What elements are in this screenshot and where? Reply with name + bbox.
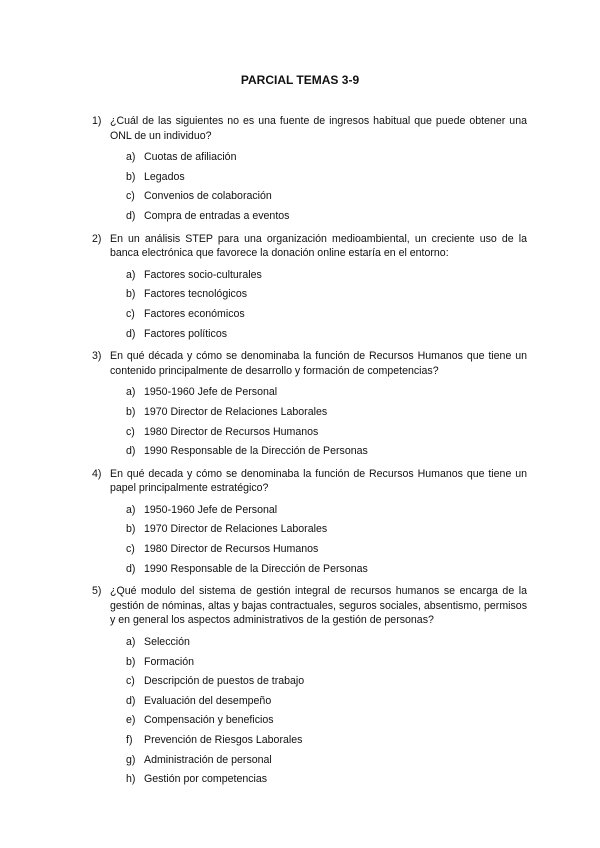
question-text: ¿Qué modulo del sistema de gestión integral de recursos humanos se encarga de la gestión de nóminas, altas y bajas contractuales, seguros sociales, absentismo, permisos y en general los aspectos administrativos de la gestión de personas? [110, 585, 527, 627]
question [92, 467, 527, 580]
question [92, 114, 527, 227]
answer-option [110, 560, 527, 580]
option-text: 1980 Director de Recursos Humanos [144, 543, 319, 556]
question-list [92, 114, 527, 790]
answer-option [110, 148, 527, 168]
option-text: Evaluación del desempeño [144, 694, 272, 707]
answer-option [110, 266, 527, 286]
option-label: b) [126, 288, 136, 301]
answer-option [110, 540, 527, 560]
answer-option [110, 442, 527, 462]
option-text: Legados [144, 170, 185, 183]
answer-option [110, 187, 527, 207]
option-text: Factores económicos [144, 307, 245, 320]
answer-option [110, 731, 527, 751]
answer-option [110, 383, 527, 403]
answer-option [110, 168, 527, 188]
option-label: c) [126, 190, 135, 203]
option-label: a) [126, 268, 136, 281]
option-list [110, 383, 527, 461]
option-label: b) [126, 523, 136, 536]
option-label: c) [126, 675, 135, 688]
option-list [110, 266, 527, 344]
option-text: 1990 Responsable de la Dirección de Personas [144, 562, 368, 575]
option-text: Cuotas de afiliación [144, 151, 237, 164]
option-label: c) [126, 543, 135, 556]
option-label: a) [126, 386, 136, 399]
option-text: Prevención de Riesgos Laborales [144, 734, 303, 746]
option-label: f) [126, 734, 133, 746]
option-text: Descripción de puestos de trabajo [144, 675, 305, 688]
answer-option [110, 325, 527, 345]
option-text: Selección [144, 636, 190, 649]
answer-option [110, 653, 527, 673]
question [92, 232, 527, 345]
option-label: a) [126, 636, 136, 649]
option-text: 1950-1960 Jefe de Personal [144, 503, 278, 516]
question [92, 584, 527, 790]
option-list [110, 148, 527, 226]
answer-option [110, 207, 527, 227]
answer-option [110, 520, 527, 540]
option-text: 1950-1960 Jefe de Personal [144, 386, 278, 399]
question [92, 349, 527, 462]
option-label: g) [126, 753, 136, 766]
question-text: En qué década y cómo se denominaba la función de Recursos Humanos que tiene un contenido principalmente de desarrollo y formación de competencias? [110, 350, 527, 377]
option-label: b) [126, 655, 136, 668]
answer-option [110, 672, 527, 692]
answer-option [110, 501, 527, 521]
answer-option [110, 403, 527, 423]
question-text: En qué decada y cómo se denominaba la función de Recursos Humanos que tiene un papel principalmente estratégico? [110, 467, 527, 495]
option-label: c) [126, 425, 135, 438]
answer-option [110, 711, 527, 731]
option-label: a) [126, 151, 136, 164]
answer-option [110, 692, 527, 712]
answer-option [110, 423, 527, 443]
option-label: b) [126, 405, 136, 418]
option-text: 1990 Responsable de la Dirección de Personas [144, 445, 368, 458]
option-text: Compra de entradas a eventos [144, 209, 290, 222]
option-label: d) [126, 562, 136, 575]
question-number: 2) [92, 232, 102, 245]
option-text: Factores socio-culturales [144, 268, 262, 281]
option-text: Compensación y beneficios [144, 714, 274, 727]
option-text: Convenios de colaboración [144, 190, 272, 203]
option-text: Factores políticos [144, 327, 228, 340]
answer-option [110, 751, 527, 771]
option-text: 1970 Director de Relaciones Laborales [144, 523, 328, 536]
answer-option [110, 305, 527, 325]
question-number: 5) [92, 585, 102, 598]
option-label: e) [126, 714, 136, 727]
option-label: a) [126, 503, 136, 516]
question-number: 1) [92, 115, 102, 127]
option-text: Administración de personal [144, 753, 272, 766]
answer-option [110, 633, 527, 653]
option-text: Formación [144, 655, 195, 668]
option-list [110, 501, 527, 579]
option-text: 1970 Director de Relaciones Laborales [144, 405, 328, 418]
document-title: PARCIAL TEMAS 3-9 [240, 73, 360, 87]
question-text: ¿Cuál de las siguientes no es una fuente de ingresos habitual que puede obtener una ONL de un individuo? [110, 115, 527, 142]
option-label: d) [126, 694, 136, 707]
question-text: En un análisis STEP para una organización medioambiental, un creciente uso de la banca electrónica que favorece la donación online estaría en el entorno: [110, 232, 527, 260]
answer-option [110, 770, 527, 790]
option-label: d) [126, 445, 136, 458]
option-text: Factores tecnológicos [144, 288, 248, 301]
option-text: Gestión por competencias [144, 773, 268, 786]
option-label: d) [126, 209, 136, 222]
option-label: b) [126, 170, 136, 183]
option-text: 1980 Director de Recursos Humanos [144, 425, 319, 438]
option-label: d) [126, 327, 136, 340]
question-number: 4) [92, 467, 102, 480]
option-list [110, 633, 527, 790]
option-label: h) [126, 773, 136, 786]
option-label: c) [126, 307, 135, 320]
answer-option [110, 285, 527, 305]
question-number: 3) [92, 350, 102, 363]
